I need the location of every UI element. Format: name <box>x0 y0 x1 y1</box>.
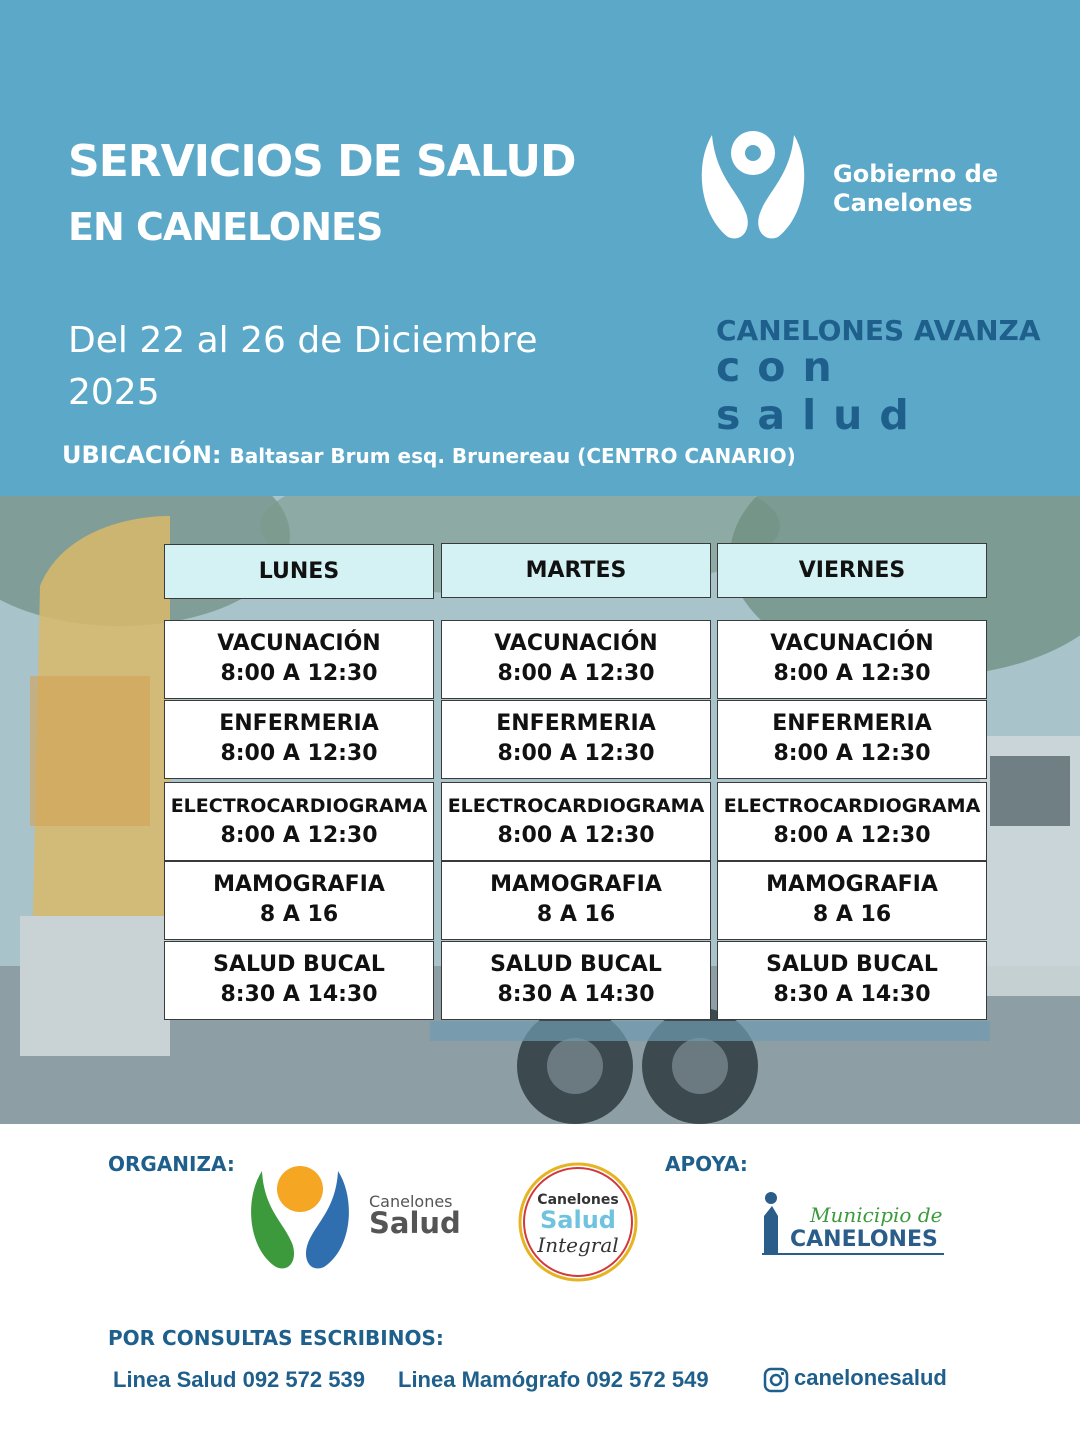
service-time: 8:00 A 12:30 <box>773 823 931 848</box>
service-time: 8:00 A 12:30 <box>497 741 655 766</box>
service-cell <box>164 700 434 779</box>
salud-integral-text-line3: Integral <box>537 1233 619 1257</box>
service-time: 8:30 A 14:30 <box>773 982 931 1007</box>
organiza-label: ORGANIZA: <box>108 1152 235 1176</box>
service-name: ENFERMERIA <box>772 711 932 736</box>
service-cell <box>164 861 434 940</box>
location <box>62 441 796 469</box>
service-cell <box>717 700 987 779</box>
service-cell <box>717 782 987 861</box>
service-cell <box>441 782 711 861</box>
page-title-line1: SERVICIOS DE SALUD <box>68 136 576 187</box>
service-cell <box>441 620 711 699</box>
service-name: ENFERMERIA <box>219 711 379 736</box>
municipio-canelones-logo-icon <box>758 1186 948 1258</box>
service-time: 8:00 A 12:30 <box>497 823 655 848</box>
service-name: ELECTROCARDIOGRAMA <box>447 795 705 817</box>
salud-integral-logo-icon <box>516 1160 640 1284</box>
gobierno-logo-text <box>833 160 998 218</box>
service-name: SALUD BUCAL <box>490 952 662 977</box>
service-name: SALUD BUCAL <box>213 952 385 977</box>
service-cell <box>164 782 434 861</box>
service-time: 8 A 16 <box>812 902 892 927</box>
service-cell <box>717 620 987 699</box>
gobierno-logo-text-line1: Gobierno de <box>833 160 999 188</box>
slogan-line2: con salud <box>716 343 926 439</box>
salud-integral-text-line1: Canelones <box>537 1192 619 1208</box>
canelones-salud-text-line2: Salud <box>369 1206 461 1240</box>
service-cell <box>441 861 711 940</box>
service-name: MAMOGRAFIA <box>766 872 938 897</box>
service-name: VACUNACIÓN <box>770 631 934 656</box>
page-title-line2: EN CANELONES <box>68 205 383 249</box>
salud-integral-text-line2: Salud <box>540 1206 616 1234</box>
service-time: 8:00 A 12:30 <box>220 823 378 848</box>
linea-salud: Linea Salud 092 572 539 <box>113 1367 365 1392</box>
service-time: 8:00 A 12:30 <box>773 741 931 766</box>
service-time: 8:00 A 12:30 <box>773 661 931 686</box>
service-time: 8 A 16 <box>259 902 339 927</box>
service-name: MAMOGRAFIA <box>490 872 662 897</box>
municipio-text-line1: Municipio de <box>810 1203 943 1227</box>
service-name: MAMOGRAFIA <box>213 872 385 897</box>
day-header-viernes: VIERNES <box>717 543 987 598</box>
canelones-salud-logo-icon <box>246 1163 352 1271</box>
service-time: 8:30 A 14:30 <box>220 982 378 1007</box>
gobierno-logo-text-line2: Canelones <box>833 189 973 217</box>
apoya-label: APOYA: <box>665 1152 748 1176</box>
instagram-icon <box>763 1367 789 1393</box>
service-time: 8:30 A 14:30 <box>497 982 655 1007</box>
gobierno-canelones-logo-icon <box>698 125 808 243</box>
service-cell <box>164 620 434 699</box>
consultas-label: POR CONSULTAS ESCRIBINOS: <box>108 1326 444 1350</box>
service-name: ELECTROCARDIOGRAMA <box>170 795 428 817</box>
service-time: 8:00 A 12:30 <box>220 661 378 686</box>
service-cell <box>717 861 987 940</box>
service-name: SALUD BUCAL <box>766 952 938 977</box>
service-name: VACUNACIÓN <box>494 631 658 656</box>
slogan-line1: CANELONES AVANZA <box>716 314 1041 347</box>
service-cell <box>441 700 711 779</box>
service-cell <box>441 941 711 1020</box>
service-name: ENFERMERIA <box>496 711 656 736</box>
date-range: Del 22 al 26 de Diciembre 2025 <box>68 320 538 413</box>
day-header-lunes: LUNES <box>164 544 434 599</box>
day-header-martes: MARTES <box>441 543 711 598</box>
municipio-text-line2: CANELONES <box>790 1227 938 1252</box>
service-time: 8 A 16 <box>536 902 616 927</box>
service-time: 8:00 A 12:30 <box>497 661 655 686</box>
service-name: ELECTROCARDIOGRAMA <box>723 795 981 817</box>
service-name: VACUNACIÓN <box>217 631 381 656</box>
instagram-handle[interactable]: canelonesalud <box>794 1365 947 1390</box>
canelones-salud-text-line1: Canelones <box>369 1192 453 1211</box>
service-cell <box>164 941 434 1020</box>
service-cell <box>717 941 987 1020</box>
header-banner <box>0 0 1080 496</box>
location-value: Baltasar Brum esq. Brunereau (CENTRO CANARIO) <box>229 444 796 468</box>
linea-mamografo: Linea Mamógrafo 092 572 549 <box>398 1367 709 1392</box>
location-label: UBICACIÓN: <box>62 441 222 469</box>
service-time: 8:00 A 12:30 <box>220 741 378 766</box>
